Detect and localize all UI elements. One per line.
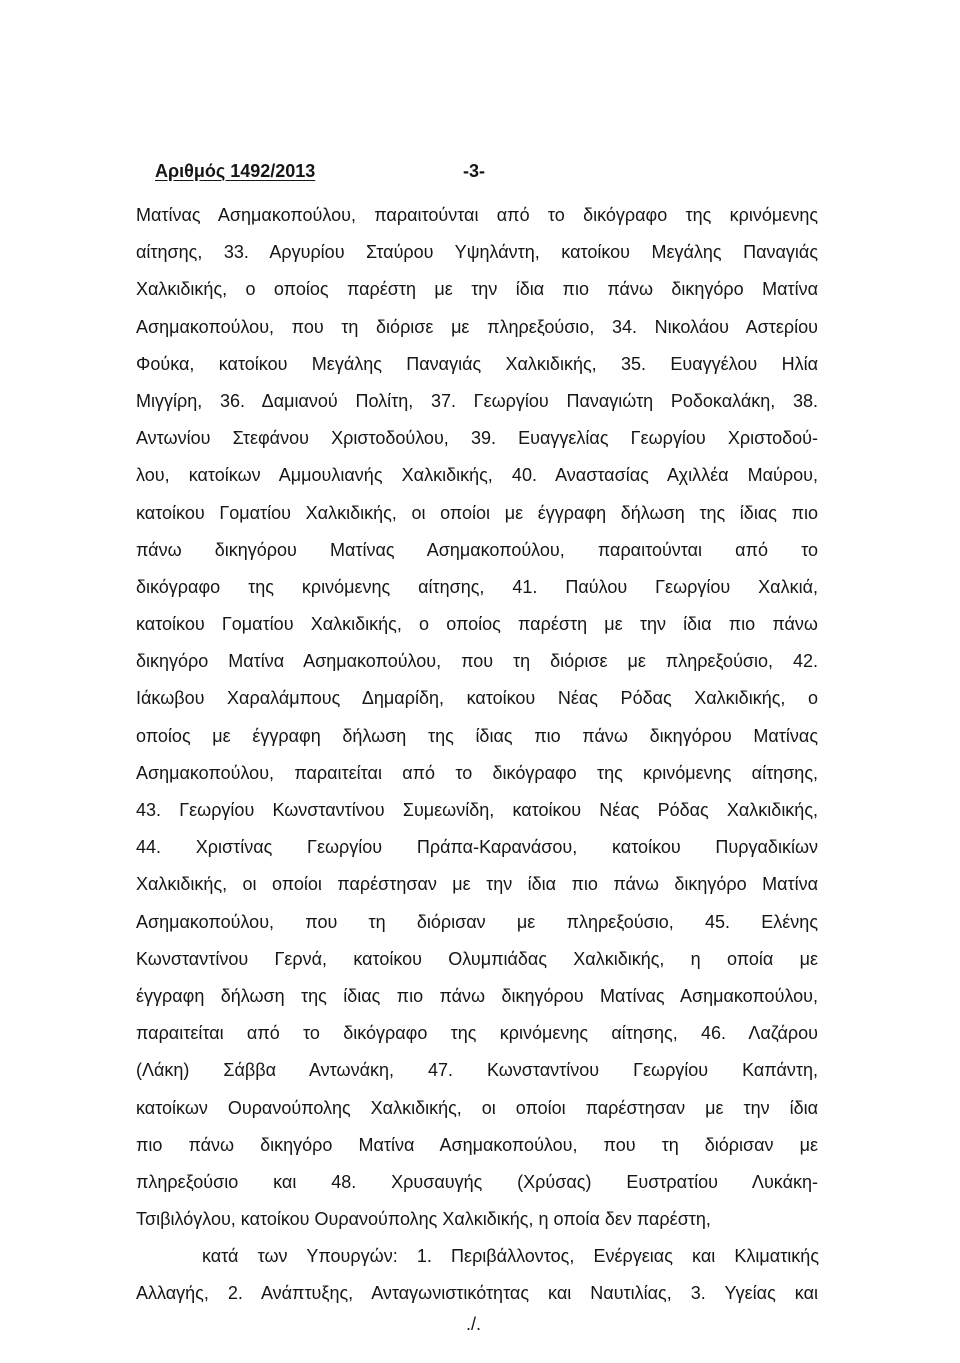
body-line: Φούκα, κατοίκου Μεγάλης Παναγιάς Χαλκιδικής, 35. Ευαγγέλου Ηλία xyxy=(136,353,818,374)
page-number: -3- xyxy=(463,161,485,181)
body-line: Ματίνας Ασημακοπούλου, παραιτούνται από το δικόγραφο της κρινόμενης xyxy=(136,205,818,225)
body-line: κατοίκου Γοματίου Χαλκιδικής, οι οποίοι με έγγραφη δήλωση της ίδιας πιο xyxy=(136,502,818,523)
body-line: δικόγραφο της κρινόμενης αίτησης, 41. Παύλου Γεωργίου Χαλκιά, xyxy=(136,576,818,597)
body-line: αίτησης, 33. Αργυρίου Σταύρου Υψηλάντη, κατοίκου Μεγάλης Παναγιάς xyxy=(136,242,818,263)
body-line: πάνω δικηγόρου Ματίνας Ασημακοπούλου, παραιτούνται από το xyxy=(136,539,818,560)
body-line: παραιτείται από το δικόγραφο της κρινόμενης αίτησης, 46. Λαζάρου xyxy=(136,1023,818,1044)
body-line: πληρεξούσιο και 48. Χρυσαυγής (Χρύσας) Ευστρατίου Λυκάκη- xyxy=(136,1171,818,1192)
body-line: Αντωνίου Στεφάνου Χριστοδούλου, 39. Ευαγγελίας Γεωργίου Χριστοδού- xyxy=(136,428,818,449)
body-line: οποίος με έγγραφη δήλωση της ίδιας πιο πάνω δικηγόρου Ματίνας xyxy=(136,725,818,746)
body-line: Χαλκιδικής, ο οποίος παρέστη με την ίδια πιο πάνω δικηγόρο Ματίνα xyxy=(136,279,818,300)
page-header xyxy=(155,161,485,182)
body-line: Κωνσταντίνου Γερνά, κατοίκου Ολυμπιάδας Χαλκιδικής, η οποία με xyxy=(136,948,818,969)
body-line: Ιάκωβου Χαραλάμπους Δημαρίδη, κατοίκου Νέας Ρόδας Χαλκιδικής, ο xyxy=(136,688,818,709)
decision-number: Αριθμός 1492/2013 xyxy=(155,161,316,181)
body-line: Ασημακοπούλου, που τη διόρισε με πληρεξούσιο, 34. Νικολάου Αστερίου xyxy=(136,316,818,337)
document-body xyxy=(136,204,818,1320)
body-line: 44. Χριστίνας Γεωργίου Πράπα-Καρανάσου, κατοίκου Πυργαδικίων xyxy=(136,837,818,858)
body-line: κατοίκων Ουρανούπολης Χαλκιδικής, οι οποίοι παρέστησαν με την ίδια xyxy=(136,1097,818,1118)
body-line: Χαλκιδικής, οι οποίοι παρέστησαν με την ίδια πιο πάνω δικηγόρο Ματίνα xyxy=(136,874,818,895)
body-line: (Λάκη) Σάββα Αντωνάκη, 47. Κωνσταντίνου Γεωργίου Καπάντη, xyxy=(136,1060,818,1081)
continuation-mark: ./. xyxy=(466,1314,482,1334)
body-line-indented: κατά των Υπουργών: 1. Περιβάλλοντος, Ενέργειας και Κλιματικής xyxy=(202,1246,819,1267)
body-line: κατοίκου Γοματίου Χαλκιδικής, ο οποίος παρέστη με την ίδια πιο πάνω xyxy=(136,614,818,635)
body-line: λου, κατοίκων Αμμουλιανής Χαλκιδικής, 40. Αναστασίας Αχιλλέα Μαύρου, xyxy=(136,465,818,486)
body-line: Ασημακοπούλου, παραιτείται από το δικόγραφο της κρινόμενης αίτησης, xyxy=(136,762,818,783)
body-line: πιο πάνω δικηγόρο Ματίνα Ασημακοπούλου, που τη διόρισαν με xyxy=(136,1134,818,1155)
body-line: έγγραφη δήλωση της ίδιας πιο πάνω δικηγόρου Ματίνας Ασημακοπούλου, xyxy=(136,985,818,1006)
body-line: Ασημακοπούλου, που τη διόρισαν με πληρεξούσιο, 45. Ελένης xyxy=(136,911,818,932)
body-line: Μιγγίρη, 36. Δαμιανού Πολίτη, 37. Γεωργίου Παναγιώτη Ροδοκαλάκη, 38. xyxy=(136,390,818,411)
body-line: Τσιβιλόγλου, κατοίκου Ουρανούπολης Χαλκιδικής, η οποία δεν παρέστη, xyxy=(136,1209,711,1230)
body-line: δικηγόρο Ματίνα Ασημακοπούλου, που τη διόρισε με πληρεξούσιο, 42. xyxy=(136,651,818,672)
body-line: Αλλαγής, 2. Ανάπτυξης, Ανταγωνιστικότητας και Ναυτιλίας, 3. Υγείας και xyxy=(136,1283,818,1304)
body-line: 43. Γεωργίου Κωνσταντίνου Συμεωνίδη, κατοίκου Νέας Ρόδας Χαλκιδικής, xyxy=(136,800,818,820)
